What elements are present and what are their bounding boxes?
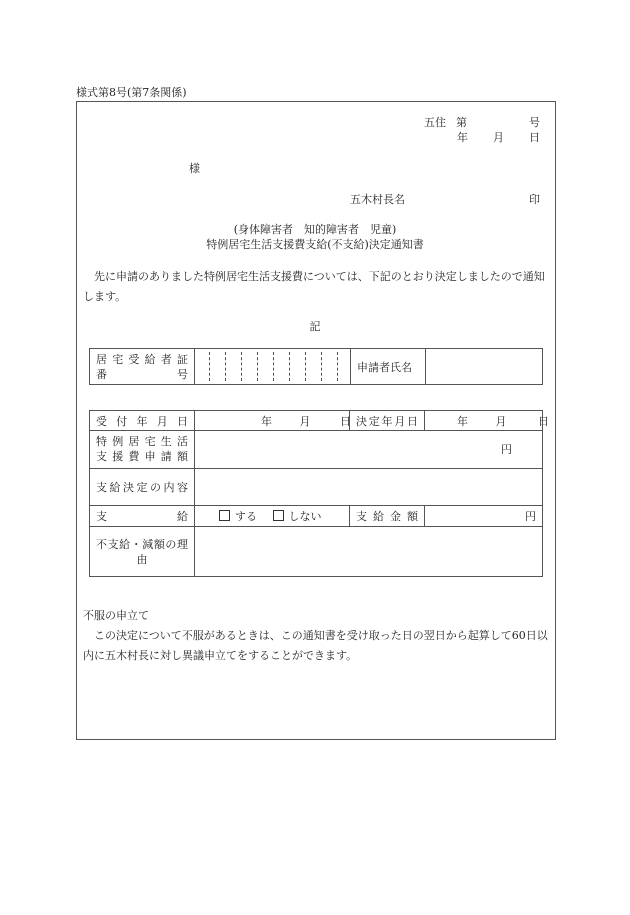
reception-date-label: 受付年月日 [90, 411, 195, 431]
checkbox-no[interactable] [273, 510, 284, 521]
payment-amount-value[interactable]: 円 [425, 506, 543, 527]
date-year: 年 [457, 131, 468, 144]
digit-divider [321, 352, 322, 381]
doc-number-go: 号 [529, 116, 540, 129]
cert-number-label-1: 居宅受給者証 [96, 352, 188, 366]
digit-divider [209, 352, 210, 381]
title-subtitle: (身体障害者 知的障害者 児童) [233, 223, 397, 236]
digit-divider [337, 352, 338, 381]
ki-heading: 記 [309, 320, 321, 333]
appeal-title: 不服の申立て [83, 609, 149, 622]
payment-options: する しない [195, 506, 350, 527]
checkbox-yes[interactable] [219, 510, 230, 521]
date-month: 月 [493, 131, 504, 144]
decision-table [89, 410, 549, 577]
applicant-name-input[interactable] [426, 349, 543, 385]
payment-amount-label: 支給金額 [350, 506, 425, 527]
addressee-honorific: 様 [189, 162, 200, 175]
intro-text: 先に申請のありました特例居宅生活支援費については、下記のとおり決定しましたので通知します。 [83, 270, 545, 303]
request-amount-value[interactable]: 円 [195, 431, 543, 468]
decision-date-label: 決定年月日 [350, 411, 425, 431]
cert-number-label-2: 番 号 [96, 367, 188, 381]
doc-number-dai: 第 [456, 116, 467, 129]
request-amount-label: 特例居宅生活 支援費申請額 [90, 431, 195, 468]
digit-divider [241, 352, 242, 381]
digit-divider [257, 352, 258, 381]
digit-divider [273, 352, 274, 381]
form-number: 様式第8号(第7条関係) [76, 86, 187, 99]
certificate-table [89, 348, 543, 385]
digit-divider [225, 352, 226, 381]
reason-value[interactable] [195, 527, 543, 577]
seal-mark: 印 [529, 193, 540, 206]
decision-content-value[interactable] [195, 468, 543, 505]
date-day: 日 [529, 131, 540, 144]
cert-number-input[interactable] [195, 349, 351, 385]
sender-name: 五木村長名 [350, 193, 405, 206]
digit-divider [289, 352, 290, 381]
digit-divider [305, 352, 306, 381]
doc-number-prefix: 五住 [424, 116, 446, 129]
payment-label: 支 給 [90, 506, 195, 527]
appeal-text: この決定について不服があるときは、この通知書を受け取った日の翌日から起算して60日以内に五木村長に対し異議申立てをすることができます。 [83, 629, 548, 662]
decision-date-value[interactable]: 年 月 日 [425, 411, 543, 431]
applicant-label: 申請者氏名 [351, 349, 426, 385]
decision-content-label: 支給決定の内容 [90, 468, 195, 505]
document-title: 特例居宅生活支援費支給(不支給)決定通知書 [206, 238, 424, 251]
reception-date-value[interactable]: 年 月 日 [195, 411, 350, 431]
cert-number-label-cell [90, 349, 195, 385]
reason-label: 不支給・減額の理 由 [90, 527, 195, 577]
